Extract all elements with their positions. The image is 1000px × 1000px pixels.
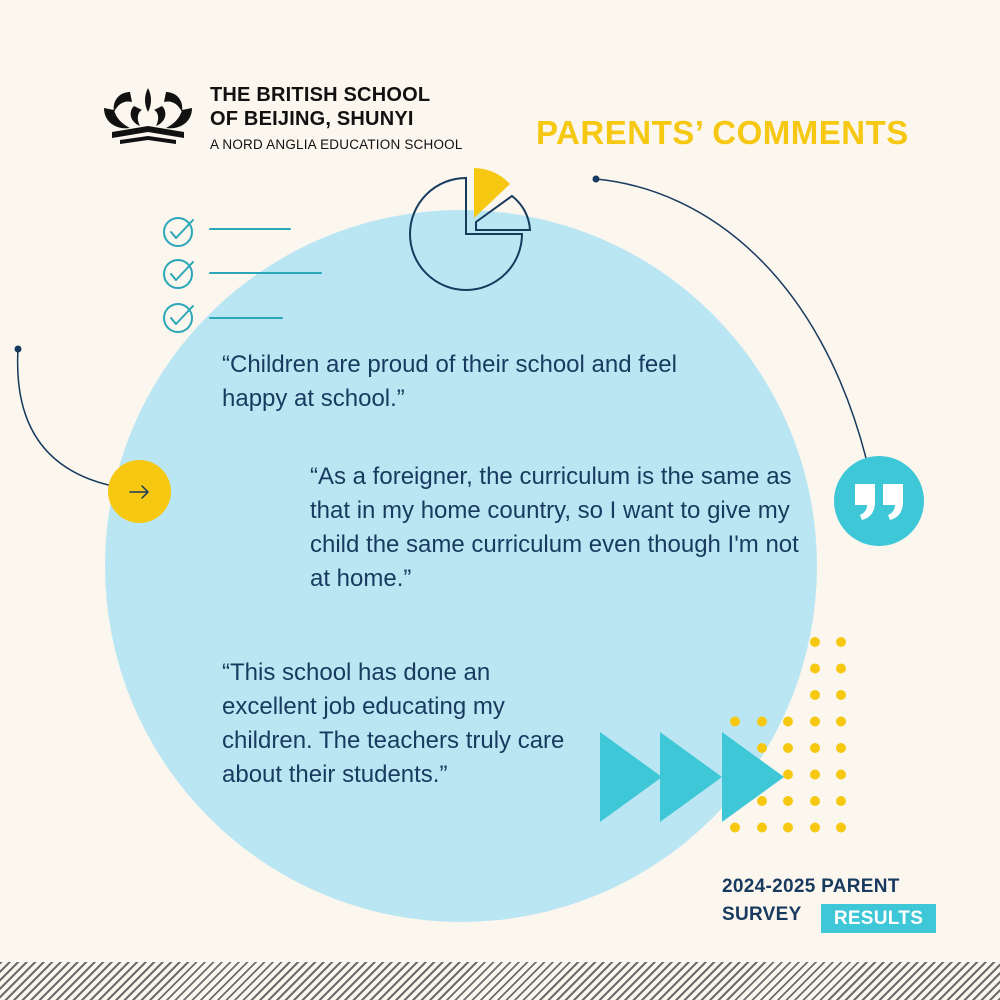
decorative-dot [810,690,820,700]
decorative-dot [836,664,846,674]
crest-logo-icon [100,82,196,152]
decorative-dot [810,637,820,647]
pie-chart-icon [406,166,536,298]
survey-label-line2: SURVEY [722,904,802,925]
quote-marks-icon [834,456,924,546]
survey-label-line1: 2024-2025 PARENT [722,876,900,897]
play-triangles-icon [598,730,788,824]
decorative-dot [730,717,740,727]
decorative-dot [836,717,846,727]
arrow-right-icon [108,460,171,523]
decorative-dot [836,690,846,700]
logo-title-line2: OF BEIJING, SHUNYI [210,108,414,130]
decorative-dot [810,717,820,727]
logo-title-line1: THE BRITISH SCHOOL [210,84,431,106]
decorative-dot [836,743,846,753]
decorative-dot [836,823,846,833]
decorative-dot [810,796,820,806]
checklist-icon [160,212,330,338]
decorative-dot [810,743,820,753]
bottom-stripe-border [0,962,1000,1000]
quote-text-3: “This school has done an excellent job educating my children. The teachers truly care about their students.” [222,659,565,788]
decorative-dot [783,823,793,833]
results-badge: RESULTS [821,904,936,933]
page-title: PARENTS’ COMMENTS [536,114,909,151]
decorative-dot [836,770,846,780]
decorative-dot [836,637,846,647]
decorative-dot [730,823,740,833]
decorative-dot [757,717,767,727]
decorative-dot [810,823,820,833]
quote-text-1: “Children are proud of their school and feel happy at school.” [222,351,677,412]
decorative-dot [757,823,767,833]
decorative-dot [783,717,793,727]
quote-text-2: “As a foreigner, the curriculum is the same as that in my home country, so I want to give my child the same curriculum even though I'm not at home.” [310,463,799,592]
decorative-dot [836,796,846,806]
decorative-dot [810,770,820,780]
right-curve-decoration [580,160,880,480]
logo-subtitle: A NORD ANGLIA EDUCATION SCHOOL [210,137,463,152]
decorative-dot [810,664,820,674]
